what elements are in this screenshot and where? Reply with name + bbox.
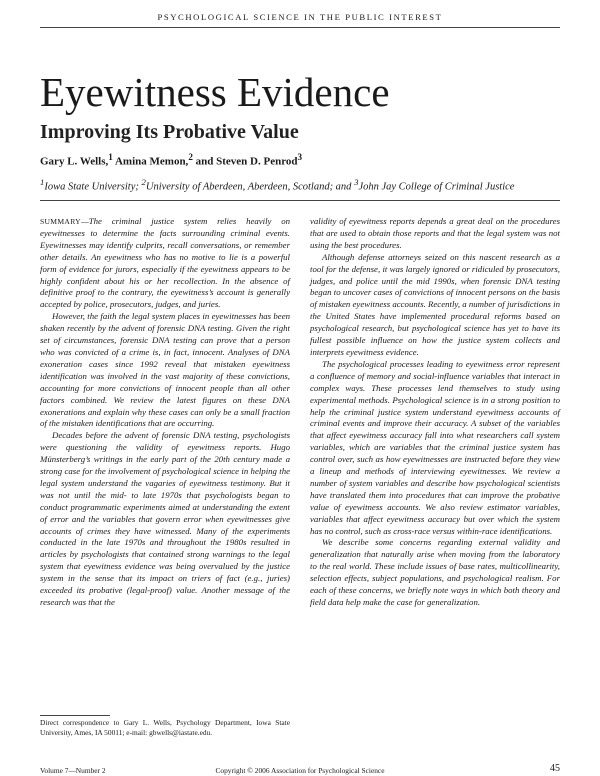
author-affiliation-mark: 1 [108, 152, 113, 162]
author-affiliation-mark: 3 [297, 152, 303, 162]
summary-text: —The criminal justice system relies heavily on eyewitnesses to determine the facts surrounding criminal events. Eyewitnesses may identify culprits, recall conversations, or remember other details. An eyewitness who has no motive to lie is a powerful form of evidence for jurors, especially if the eyewitness appears to be highly confident about his or her recollection. In the absence of definitive proof to the contrary, the eyewitness’s account is generally accepted by police, prosecutors, judges, and juries. [40, 216, 290, 310]
affiliation: Iowa State University; [44, 181, 142, 193]
affiliation: University of Aberdeen, Aberdeen, Scotland; and [145, 181, 355, 193]
author-name: and Steven D. Penrod [195, 155, 298, 168]
article-title: Eyewitness Evidence [40, 69, 390, 115]
affiliation-mark: 2 [141, 177, 146, 187]
header-divider [40, 27, 560, 28]
body-paragraph: However, the faith the legal system places in eyewitnesses has been shaken recently by the advent of forensic DNA testing. Given the right set of circumstances, forensic DNA testing can prove that a person who was convicted of a crime is, in fact, innocent. Analyses of DNA exoneration cases since 1992 reveal that mistaken eyewitness identification was involved in the vast majority of these convictions, accounting for more convictions of innocent people than all other factors combined. We review the latest figures on these DNA exonerations and explain why these cases can only be a small fraction of the mistaken identifications that are occurring. [40, 311, 290, 429]
body-paragraph: The psychological processes leading to eyewitness error represent a confluence of memory and social-influence variables that interact in complex ways. These processes lend themselves to study using experimental methods. Psychological science is in a strong position to help the criminal justice system understand eyewitness accounts of criminal events and improve their accuracy. A subset of the variables that affect eyewitness accuracy fall into what researchers call system variables, which are variables that the criminal justice system has control over, such as how eyewitnesses are instructed before they view a lineup and methods of interviewing eyewitnesses. We review a number of system variables and describe how psychological scientists have translated them into procedures that can improve the probative value of eyewitness accounts. We also review estimator variables, variables that affect eyewitness accuracy but over which the system has no control, such as cross-race versus within-race identifications. [310, 358, 560, 536]
summary-label: SUMMARY [40, 217, 81, 226]
volume-info: Volume 7—Number 2 [40, 766, 106, 775]
summary-paragraph [40, 216, 290, 311]
journal-header: PSYCHOLOGICAL SCIENCE IN THE PUBLIC INTEREST [157, 12, 443, 22]
left-column [40, 216, 290, 609]
affiliation-list [40, 177, 514, 193]
article-subtitle: Improving Its Probative Value [40, 121, 299, 143]
body-paragraph: Decades before the advent of forensic DNA testing, psychologists were questioning the validity of eyewitness reports. Hugo Münsterberg’s writings in the early part of the 20th century made a strong case for the involvement of psychological science in helping the legal system understand the vagaries of eyewitness testimony. But it was not until the mid- to late 1970s that psychologists began to conduct programmatic experiments aimed at understanding the extent of error and the variables that govern error when eyewitnesses give accounts of crimes they have witnessed. Many of the experiments conducted in the late 1970s and throughout the 1980s resulted in articles by psychologists that contained strong warnings to the legal system that eyewitness evidence was being overvalued by the justice system in the sense that its impact on triers of fact (e.g., juries) exceeded its probative (legal-proof) value. Another message of the research was that the [40, 430, 290, 607]
copyright-notice: Copyright © 2006 Association for Psychological Science [215, 766, 385, 775]
footnote-divider [40, 715, 110, 716]
page-number: 45 [550, 763, 560, 774]
author-name: Amina Memon, [114, 155, 189, 168]
body-paragraph: validity of eyewitness reports depends a great deal on the procedures that are used to obtain those reports and that the legal system was not using the best procedures. [310, 216, 560, 250]
affiliation-divider [40, 200, 560, 201]
author-list [40, 152, 302, 168]
page-footer [40, 763, 560, 776]
author-name: Gary L. Wells, [40, 155, 109, 168]
correspondence-footnote: Direct correspondence to Gary L. Wells, Psychology Department, Iowa State University, Ames, IA 50011; e-mail: gbwells@iastate.edu. [40, 718, 290, 737]
affiliation-mark: 1 [40, 177, 45, 187]
author-affiliation-mark: 2 [188, 152, 193, 162]
body-paragraph: We describe some concerns regarding external validity and generalization that naturally arise when moving from the laboratory to the real world. These include issues of base rates, multicollinearity, selection effects, subject populations, and psychological realism. For each of these concerns, we briefly note ways in which both theory and field data help make the case for generalization. [310, 537, 560, 607]
affiliation: John Jay College of Criminal Justice [358, 181, 515, 193]
affiliation-mark: 3 [354, 177, 359, 187]
right-column [310, 216, 560, 609]
body-paragraph: Although defense attorneys seized on this nascent research as a tool for the defense, it was largely ignored or ridiculed by prosecutors, judges, and police until the mid 1990s, when forensic DNA testing began to uncover cases of convictions of innocent persons on the basis of mistaken eyewitness accounts. Recently, a number of jurisdictions in the United States have implemented procedural reforms based on psychological research, but psychological science has yet to have its fullest possible influence on how the justice system collects and interprets eyewitness evidence. [310, 251, 560, 357]
